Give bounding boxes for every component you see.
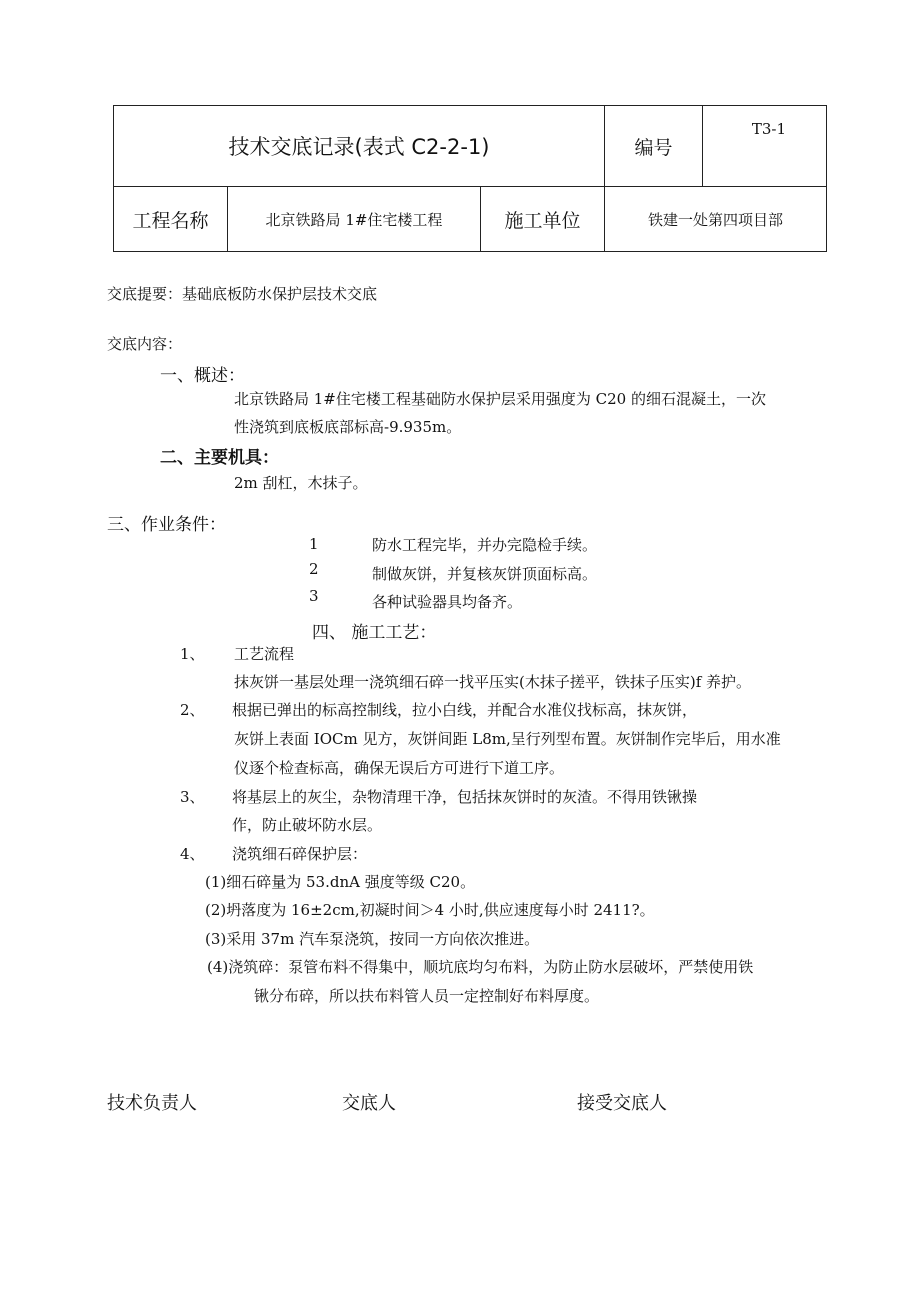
section-2-line-1: 2m 刮杠，木抹子。: [234, 474, 368, 492]
unit-value: 铁建一处第四项目部: [605, 187, 827, 252]
section-1-line-2: 性浇筑到底板底部标高-9.935m。: [234, 418, 462, 436]
section-4-sub-1: (1)细石碎量为 53.dnA 强度等级 C20。: [205, 873, 476, 891]
section-4-item-1-num: 1、: [180, 645, 205, 663]
section-1-title: 一、概述：: [160, 366, 245, 386]
section-4-item-4-line-1: 浇筑细石碎保护层：: [232, 845, 368, 863]
section-4-item-2-line-3: 仪逐个检查标高，确保无误后方可进行下道工序。: [234, 759, 565, 777]
signature-tech-lead: 技术负责人: [107, 1093, 197, 1114]
section-4-item-2-line-1: 根据已弹出的标高控制线，拉小白线，并配合水准仪找标高，抹灰饼，: [232, 701, 698, 719]
section-3-item-3-text: 各种试验器具均备齐。: [372, 593, 523, 611]
content-label: 交底内容：: [107, 335, 183, 353]
section-3-item-3-num: 3: [309, 587, 319, 605]
section-4-item-1-line-1: 工艺流程: [234, 645, 295, 663]
document-title: 技术交底记录(表式 C2-2-1): [114, 106, 605, 187]
signature-receiver: 接受交底人: [577, 1093, 667, 1114]
section-4-item-3-line-2: 作，防止破坏防水层。: [232, 816, 383, 834]
section-4-item-4-num: 4、: [180, 845, 205, 863]
section-4-item-2-num: 2、: [180, 701, 205, 719]
section-4-sub-2: (2)坍落度为 16±2cm,初凝时间＞4 小时,供应速度每小时 2411?。: [205, 901, 655, 919]
summary-text: 交底提要：基础底板防水保护层技术交底: [107, 285, 378, 303]
section-4-item-3-line-1: 将基层上的灰尘，杂物清理干净，包括抹灰饼时的灰渣。不得用铁锹操: [232, 788, 698, 806]
section-4-item-3-num: 3、: [180, 788, 205, 806]
section-4-sub-5: 锹分布碎，所以扶布料管人员一定控制好布料厚度。: [254, 987, 600, 1005]
unit-label: 施工单位: [481, 187, 605, 252]
section-4-sub-4: (4)浇筑碎：泵管布料不得集中，顺坑底均匀布料，为防止防水层破坏，严禁使用铁: [207, 958, 754, 976]
section-4-sub-3: (3)采用 37m 汽车泵浇筑，按同一方向依次推进。: [205, 930, 540, 948]
section-4-title: 四、 施工工艺：: [312, 623, 437, 643]
code-label: 编号: [605, 106, 703, 187]
section-4-item-1-line-2: 抹灰饼一基层处理一浇筑细石碎一找平压实(木抹子搓平，铁抹子压实)f 养护。: [234, 673, 752, 691]
project-label: 工程名称: [114, 187, 228, 252]
section-3-title: 三、作业条件：: [107, 515, 226, 535]
signature-presenter: 交底人: [342, 1093, 396, 1114]
project-value: 北京铁路局 1#住宅楼工程: [228, 187, 481, 252]
section-1-line-1: 北京铁路局 1#住宅楼工程基础防水保护层采用强度为 C20 的细石混凝土，一次: [234, 390, 766, 408]
section-2-title: 二、主要机具：: [160, 448, 279, 468]
header-table: [113, 105, 827, 252]
section-3-item-1-num: 1: [309, 535, 319, 553]
section-3-item-2-text: 制做灰饼，并复核灰饼顶面标高。: [372, 565, 598, 583]
section-3-item-1-text: 防水工程完毕，并办完隐检手续。: [372, 536, 598, 554]
section-3-item-2-num: 2: [309, 560, 319, 578]
code-value: T3-1: [703, 106, 827, 187]
section-4-item-2-line-2: 灰饼上表面 IOCm 见方，灰饼间距 L8m,呈行列型布置。灰饼制作完毕后，用水准: [234, 730, 781, 748]
